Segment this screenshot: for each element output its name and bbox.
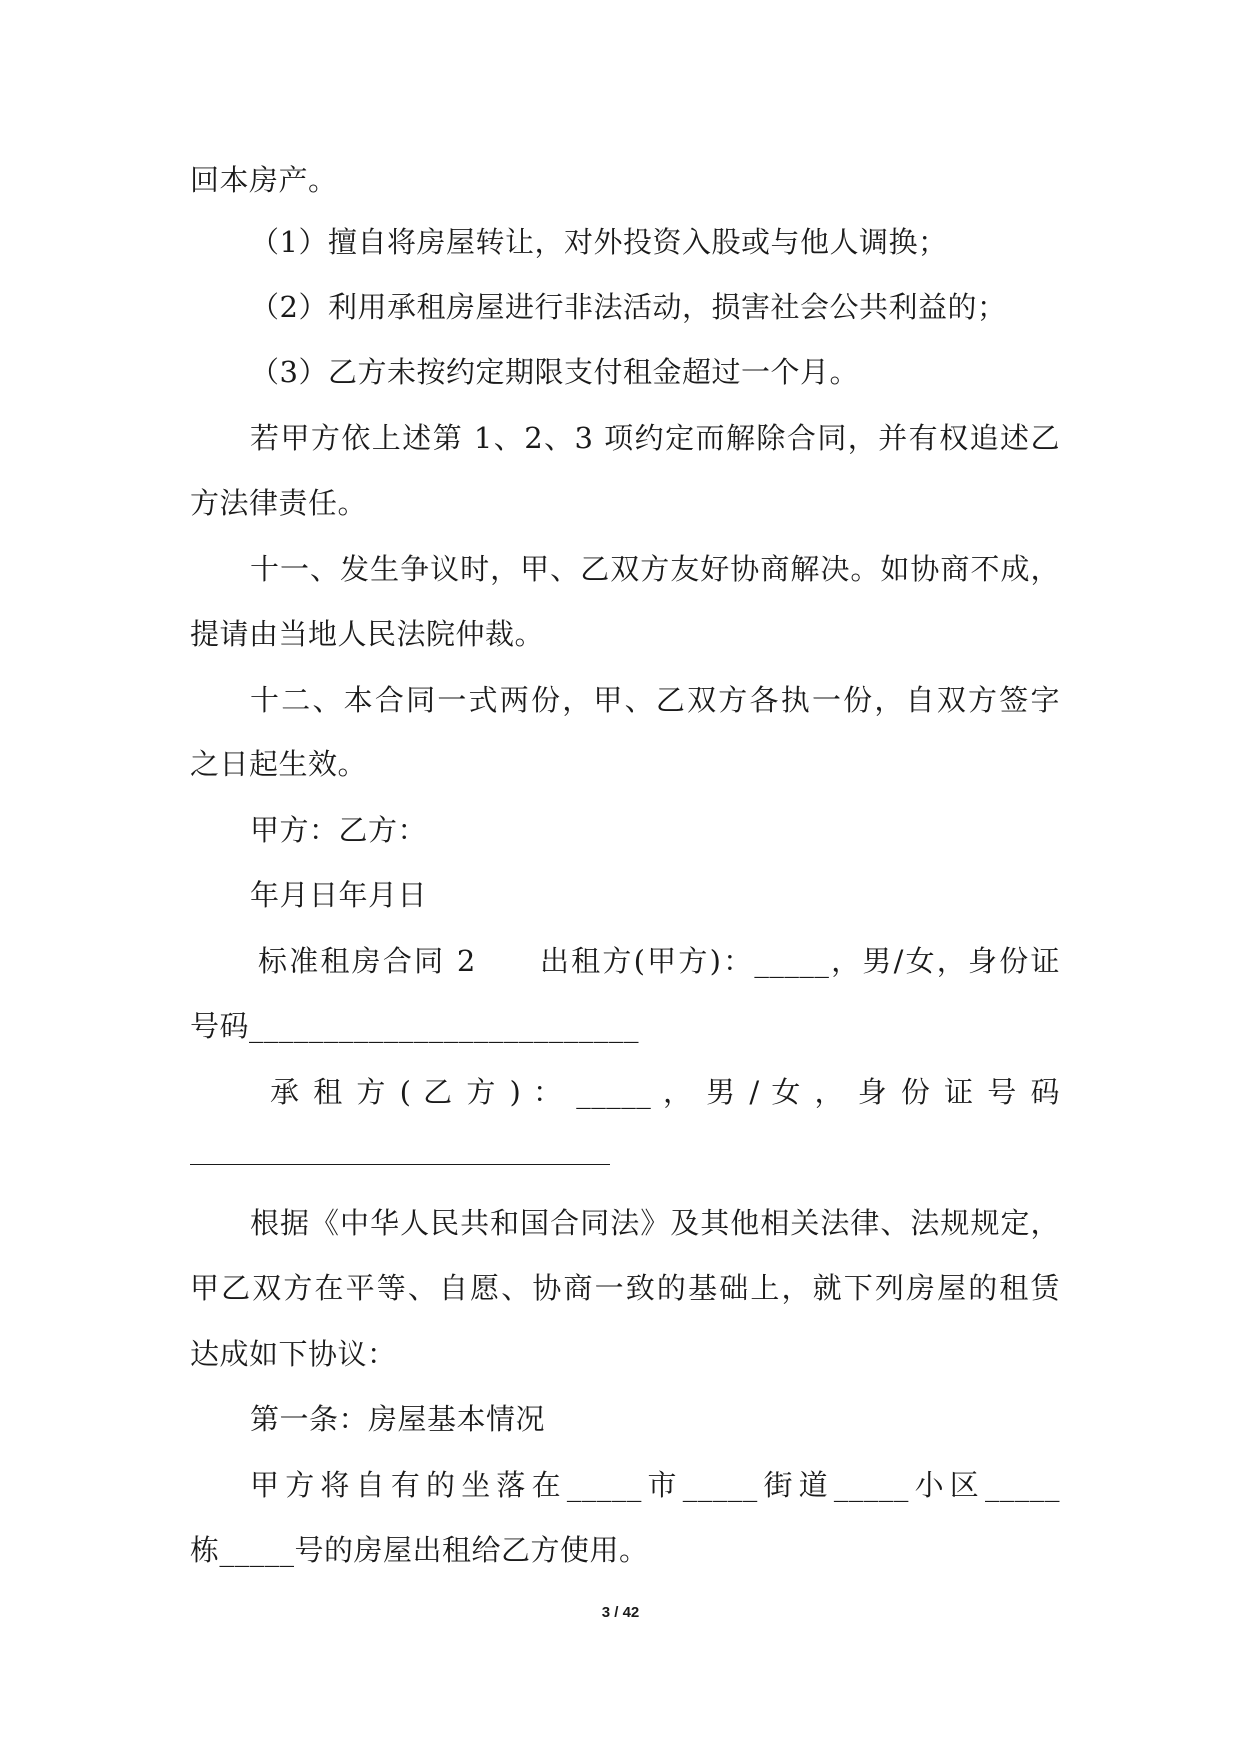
text-line: 第一条：房屋基本情况 <box>250 1402 546 1436</box>
text-line: 年月日年月日 <box>250 878 428 912</box>
text-line: （1）擅自将房屋转让，对外投资入股或与他人调换； <box>250 225 948 259</box>
text-line: 若甲方依上述第 1、2、3 项约定而解除合同，并有权追述乙 <box>250 421 1060 455</box>
text-line: 根据《中华人民共和国合同法》及其他相关法律、法规规定， <box>250 1206 1060 1240</box>
text-line: （3）乙方未按约定期限支付租金超过一个月。 <box>250 355 859 389</box>
text-line: 之日起生效。 <box>190 747 368 781</box>
text-line: 十一、发生争议时，甲、乙双方友好协商解决。如协商不成， <box>250 552 1060 586</box>
page-number: 3 / 42 <box>601 1604 640 1621</box>
text-line: 提请由当地人民法院仲裁。 <box>190 617 545 651</box>
text-line: 甲乙双方在平等、自愿、协商一致的基础上，就下列房屋的租赁 <box>190 1271 1060 1305</box>
text-line: 方法律责任。 <box>190 486 368 520</box>
text-line: 回本房产。 <box>190 163 338 197</box>
text-line: 十二、本合同一式两份，甲、乙双方各执一份，自双方签字 <box>250 683 1060 717</box>
text-line: 甲方将自有的坐落在_____市_____街道_____小区_____ <box>250 1468 1060 1502</box>
underline-blank <box>190 1164 610 1165</box>
text-line: 栋_____号的房屋出租给乙方使用。 <box>190 1533 649 1567</box>
text-line: 标准租房合同 2 出租方(甲方)：_____，男/女，身份证 <box>258 944 1060 978</box>
text-line: 承 租 方 ( 乙 方 ) ： _____ ， 男 / 女 ， 身 份 证 号 码 <box>270 1075 1060 1109</box>
text-line: 甲方：乙方： <box>250 813 428 847</box>
text-line: 号码__________________________ <box>190 1009 640 1043</box>
text-line: （2）利用承租房屋进行非法活动，损害社会公共利益的； <box>250 290 1007 324</box>
text-line: 达成如下协议： <box>190 1337 397 1371</box>
